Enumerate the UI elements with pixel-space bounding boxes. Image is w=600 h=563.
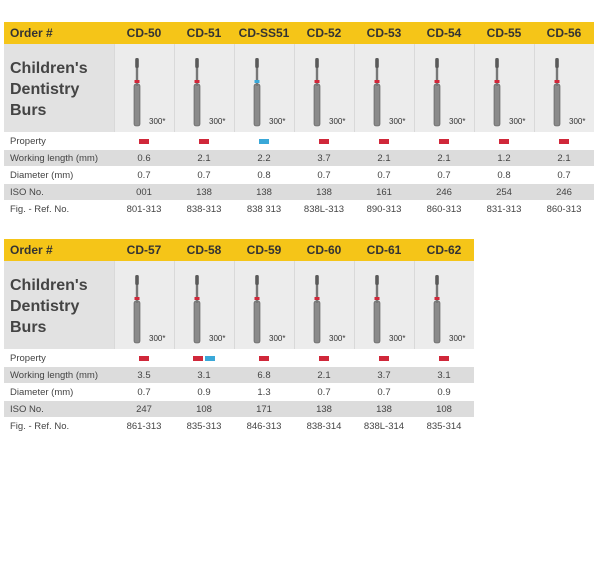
- order-number: CD-60: [306, 243, 342, 257]
- bur-image-row: [4, 261, 474, 349]
- iso-value: 246: [556, 186, 572, 198]
- fig-value: 838L-314: [363, 420, 405, 432]
- diameter-value: 0.7: [377, 169, 391, 181]
- angle-label: 300*: [389, 117, 406, 126]
- iso-value: 138: [316, 403, 332, 415]
- iso-value: 108: [196, 403, 212, 415]
- working-value: 2.1: [377, 152, 391, 164]
- diameter-value: 0.8: [257, 169, 271, 181]
- iso-row: [4, 400, 474, 417]
- angle-label: 300*: [269, 334, 286, 343]
- burs-table-2: [4, 239, 474, 434]
- red-swatch: [139, 139, 149, 144]
- working-label: Working length (mm): [10, 152, 98, 164]
- property-label: Property: [10, 135, 46, 147]
- iso-value: 254: [496, 186, 512, 198]
- property-value: [234, 139, 294, 144]
- property-swatches: [174, 139, 234, 144]
- property-value: [234, 356, 294, 361]
- bur-cell: [535, 44, 594, 132]
- angle-label: 300*: [569, 117, 586, 126]
- diameter-value: 0.7: [557, 169, 571, 181]
- iso-value: 138: [256, 186, 272, 198]
- diameter-value: 0.8: [497, 169, 511, 181]
- iso-value: 246: [436, 186, 452, 198]
- fig-value: 838-313: [186, 203, 222, 215]
- order-number: CD-56: [546, 26, 582, 40]
- order-number: CD-50: [126, 26, 162, 40]
- angle-label: 300*: [269, 117, 286, 126]
- fig-label: Fig. - Ref. No.: [10, 420, 70, 432]
- red-swatch: [559, 139, 569, 144]
- iso-value: 138: [316, 186, 332, 198]
- angle-label: 300*: [329, 334, 346, 343]
- fig-row: [4, 417, 474, 434]
- angle-label: 300*: [449, 334, 466, 343]
- bur-cell: [355, 261, 414, 349]
- diameter-value: 0.7: [137, 169, 151, 181]
- working-value: 3.1: [197, 369, 211, 381]
- property-value: [414, 139, 474, 144]
- fig-value: 831-313: [486, 203, 522, 215]
- working-value: 1.2: [497, 152, 511, 164]
- diameter-value: 0.7: [437, 169, 451, 181]
- bur-image-row: [4, 44, 594, 132]
- iso-value: 108: [436, 403, 452, 415]
- property-swatches: [294, 139, 354, 144]
- property-swatches: [114, 139, 174, 144]
- bur-cell: [415, 44, 474, 132]
- bur-cell: [235, 261, 294, 349]
- red-swatch: [139, 356, 149, 361]
- property-value: [534, 139, 594, 144]
- property-value: [114, 139, 174, 144]
- order-number: CD-52: [306, 26, 342, 40]
- property-value: [174, 139, 234, 144]
- fig-value: 835-313: [186, 420, 222, 432]
- angle-label: 300*: [209, 334, 226, 343]
- working-value: 6.8: [257, 369, 271, 381]
- title-line: Dentistry: [10, 81, 80, 98]
- diameter-label: Diameter (mm): [10, 386, 74, 398]
- order-number: CD-53: [366, 26, 402, 40]
- property-swatches: [354, 139, 414, 144]
- order-number: CD-58: [186, 243, 222, 257]
- red-swatch: [439, 356, 449, 361]
- working-value: 2.1: [317, 369, 331, 381]
- angle-label: 300*: [329, 117, 346, 126]
- bur-cell: [295, 44, 354, 132]
- diameter-row: [4, 166, 594, 183]
- fig-value: 838-314: [306, 420, 342, 432]
- property-swatches: [234, 356, 294, 361]
- property-swatches: [534, 139, 594, 144]
- red-swatch: [193, 356, 203, 361]
- title-line: Burs: [10, 102, 47, 119]
- property-value: [414, 356, 474, 361]
- angle-label: 300*: [509, 117, 526, 126]
- bur-cell: [175, 44, 234, 132]
- property-swatches: [414, 356, 474, 361]
- diameter-label: Diameter (mm): [10, 169, 74, 181]
- working-value: 0.6: [137, 152, 151, 164]
- property-value: [354, 356, 414, 361]
- table-title: [4, 261, 114, 349]
- fig-value: 861-313: [126, 420, 162, 432]
- red-swatch: [319, 356, 329, 361]
- iso-value: 247: [136, 403, 152, 415]
- property-swatches: [294, 356, 354, 361]
- angle-label: 300*: [149, 117, 166, 126]
- order-number: CD-SS51: [238, 26, 290, 40]
- property-swatches: [234, 139, 294, 144]
- diameter-value: 0.7: [377, 386, 391, 398]
- iso-label: ISO No.: [10, 403, 44, 415]
- order-number: CD-55: [486, 26, 522, 40]
- red-swatch: [439, 139, 449, 144]
- order-number: CD-51: [186, 26, 222, 40]
- angle-label: 300*: [209, 117, 226, 126]
- property-value: [174, 356, 234, 361]
- property-swatches: [354, 356, 414, 361]
- blue-swatch: [205, 356, 215, 361]
- working-label: Working length (mm): [10, 369, 98, 381]
- bur-cell: [355, 44, 414, 132]
- blue-swatch: [259, 139, 269, 144]
- property-row: [4, 349, 474, 366]
- red-swatch: [259, 356, 269, 361]
- property-value: [294, 139, 354, 144]
- property-value: [294, 356, 354, 361]
- bur-cell: [415, 261, 474, 349]
- bur-cell: [115, 44, 174, 132]
- working-value: 3.7: [317, 152, 331, 164]
- fig-value: 860-313: [426, 203, 462, 215]
- property-row: [4, 132, 594, 149]
- working-value: 2.1: [197, 152, 211, 164]
- angle-label: 300*: [389, 334, 406, 343]
- iso-value: 138: [376, 403, 392, 415]
- order-number: CD-54: [426, 26, 462, 40]
- fig-value: 838L-313: [303, 203, 345, 215]
- iso-value: 161: [376, 186, 392, 198]
- fig-row: [4, 200, 594, 217]
- working-value: 2.1: [437, 152, 451, 164]
- working-value: 3.1: [437, 369, 451, 381]
- fig-value: 860-313: [546, 203, 582, 215]
- title-line: Burs: [10, 319, 47, 336]
- fig-value: 835-314: [426, 420, 462, 432]
- burs-table-1: [4, 22, 594, 217]
- angle-label: 300*: [449, 117, 466, 126]
- working-value: 2.2: [257, 152, 271, 164]
- diameter-value: 0.9: [197, 386, 211, 398]
- bur-cell: [475, 44, 534, 132]
- order-number: CD-62: [426, 243, 462, 257]
- table-title: [4, 44, 114, 132]
- red-swatch: [199, 139, 209, 144]
- bur-cell: [175, 261, 234, 349]
- diameter-value: 0.7: [137, 386, 151, 398]
- diameter-value: 0.7: [317, 386, 331, 398]
- iso-value: 001: [136, 186, 152, 198]
- iso-value: 171: [256, 403, 272, 415]
- order-number: CD-61: [366, 243, 402, 257]
- property-swatches: [414, 139, 474, 144]
- order-header-row: [4, 239, 474, 261]
- working-row: [4, 149, 594, 166]
- title-line: Children's: [10, 60, 88, 77]
- diameter-value: 1.3: [257, 386, 271, 398]
- property-value: [114, 356, 174, 361]
- fig-value: 846-313: [246, 420, 282, 432]
- fig-value: 890-313: [366, 203, 402, 215]
- fig-label: Fig. - Ref. No.: [10, 203, 70, 215]
- iso-value: 138: [196, 186, 212, 198]
- property-swatches: [114, 356, 174, 361]
- property-value: [474, 139, 534, 144]
- order-header-row: [4, 22, 594, 44]
- fig-value: 801-313: [126, 203, 162, 215]
- fig-value: 838 313: [246, 203, 282, 215]
- angle-label: 300*: [149, 334, 166, 343]
- red-swatch: [379, 139, 389, 144]
- diameter-value: 0.9: [437, 386, 451, 398]
- working-value: 3.7: [377, 369, 391, 381]
- red-swatch: [499, 139, 509, 144]
- diameter-row: [4, 383, 474, 400]
- order-label: Order #: [10, 26, 53, 40]
- red-swatch: [319, 139, 329, 144]
- diameter-value: 0.7: [197, 169, 211, 181]
- order-label: Order #: [10, 243, 53, 257]
- property-value: [354, 139, 414, 144]
- title-line: Children's: [10, 277, 88, 294]
- property-label: Property: [10, 352, 46, 364]
- order-number: CD-59: [246, 243, 282, 257]
- order-number: CD-57: [126, 243, 162, 257]
- bur-cell: [295, 261, 354, 349]
- bur-cell: [115, 261, 174, 349]
- diameter-value: 0.7: [317, 169, 331, 181]
- iso-label: ISO No.: [10, 186, 44, 198]
- property-swatches: [474, 139, 534, 144]
- iso-row: [4, 183, 594, 200]
- title-line: Dentistry: [10, 298, 80, 315]
- property-swatches: [174, 356, 234, 361]
- bur-cell: [235, 44, 294, 132]
- working-value: 2.1: [557, 152, 571, 164]
- red-swatch: [379, 356, 389, 361]
- working-value: 3.5: [137, 369, 151, 381]
- working-row: [4, 366, 474, 383]
